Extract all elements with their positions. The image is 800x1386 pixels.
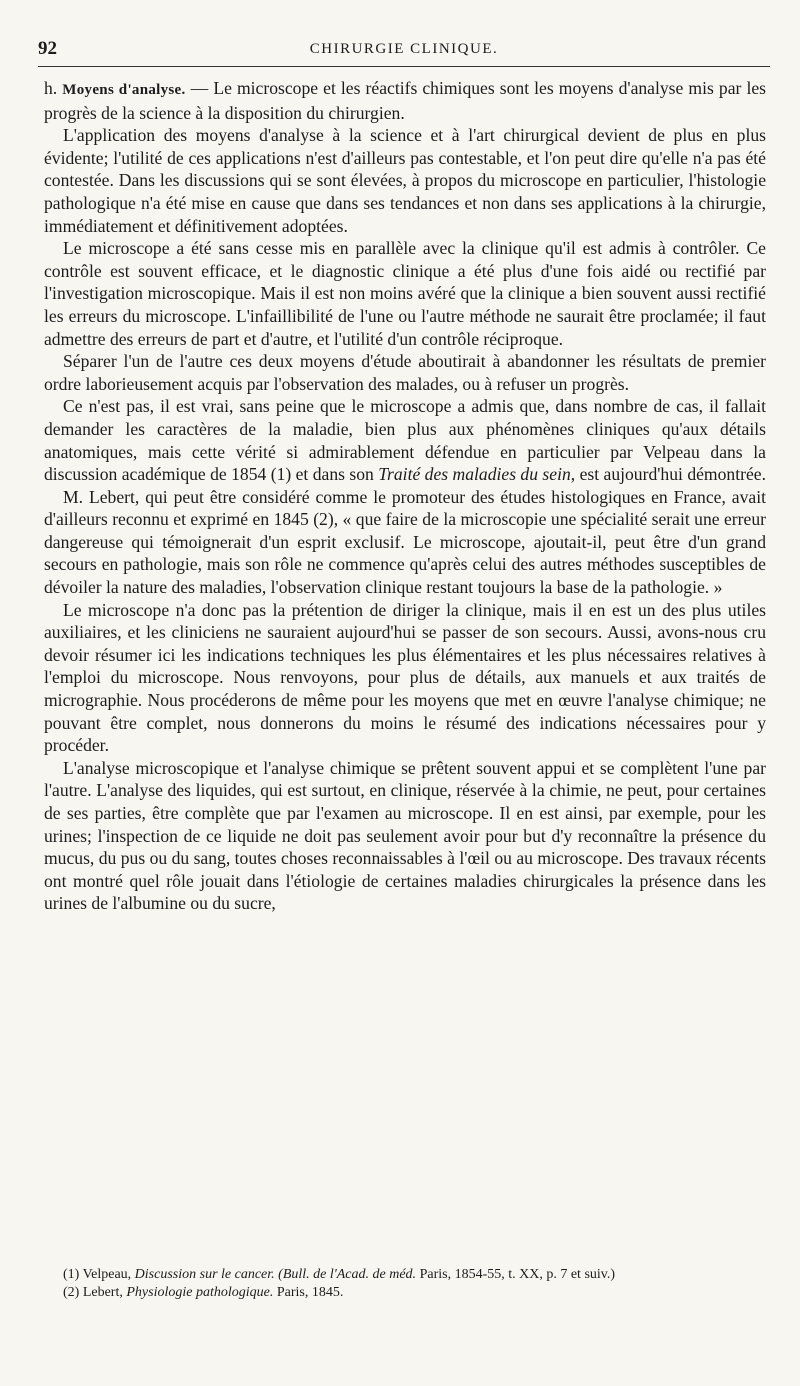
footnote-2-rest: Paris, 1845.	[273, 1285, 344, 1300]
footnote-1-rest: Paris, 1854-55, t. XX, p. 7 et suiv.)	[416, 1267, 616, 1282]
footnote-1-marker: (1) Velpeau,	[63, 1267, 135, 1282]
page-number: 92	[38, 38, 57, 59]
paragraph: Le microscope n'a donc pas la prétention de diriger la clinique, mais il en est un des plus utiles auxiliaires, et les cliniciens ne sauraient aujourd'hui se passer de son secours. Aussi, avons-nous cru devoir résumer ici les indications techniques les plus élémentaires et les plus nécessaires relatives à l'emploi du microscope. Nous renvoyons, pour plus de détails, aux manuels et aux traités de micrographie. Nous procéderons de même pour les moyens que met en œuvre l'analyse chimique; ne pouvant être complet, nous donnerons du moins le résumé des indications nécessaires pour y procéder.	[44, 599, 766, 756]
footnote-2-marker: (2) Lebert,	[63, 1285, 127, 1300]
velpeau-book-title: Traité des maladies du sein	[378, 464, 571, 485]
section-intro: Le microscope et les réactifs chimiques sont les moyens d'analyse mis par les progrès de la science à la disposition du chirurgien.	[44, 78, 766, 123]
section-paragraph	[44, 77, 766, 124]
section-dash: —	[185, 78, 214, 98]
velpeau-text-part1: Ce n'est pas, il est vrai, sans peine que le microscope a admis que, dans nombre de cas, il fallait demander les caractères de la maladie, bien plus aux phénomènes cliniques qu'aux détails anatomiques, mais cette vérité si admirablement défendue en particulier par Velpeau dans la discussion académique de 1854 (1) et dans son	[44, 396, 766, 485]
section-heading: Moyens d'analyse.	[62, 82, 186, 98]
paragraph	[44, 395, 766, 485]
section-label: h.	[44, 78, 58, 98]
velpeau-text-part2: , est aujourd'hui démontrée.	[570, 464, 766, 485]
footnotes	[44, 1266, 766, 1302]
paragraph: M. Lebert, qui peut être considéré comme le promoteur des études histologiques en France, avait d'ailleurs reconnu et exprimé en 1845 (2), « que faire de la microscopie une spécialité serait une erreur dangereuse qui témoignerait d'un esprit exclusif. Le microscope, ajoutait-il, peut être d'un grand secours en pathologie, mais son rôle ne commence qu'après celui des autres méthodes susceptibles de dévoiler la nature des maladies, l'observation clinique restant toujours la base de la pathologie. »	[44, 486, 766, 598]
paragraph: L'analyse microscopique et l'analyse chimique se prêtent souvent appui et se complètent l'une par l'autre. L'analyse des liquides, qui est surtout, en clinique, réservée à la chimie, ne peut, pour certaines de ses parties, être complète que par l'examen au microscope. Il en est ainsi, par exemple, pour les urines; l'inspection de ce liquide ne doit pas seulement avoir pour but d'y reconnaître la présence du mucus, du pus ou du sang, toutes choses reconnaissables à l'œil ou au microscope. Des travaux récents ont montré quel rôle jouait dans l'étiologie de certaines maladies chirurgicales la présence dans les urines de l'albumine ou du sucre,	[44, 757, 766, 914]
footnote-2	[44, 1284, 766, 1302]
paragraph: Le microscope a été sans cesse mis en parallèle avec la clinique qu'il est admis à contrôler. Ce contrôle est souvent efficace, et le diagnostic clinique a été plus d'une fois aidé ou rectifié par l'investigation microscopique. Mais il est non moins avéré que la clinique a bien souvent aussi rectifié les erreurs du microscope. L'infaillibilité de l'une ou l'autre méthode ne saurait être proclamée; il faut admettre des erreurs de part et d'autre, et l'utilité d'un contrôle réciproque.	[44, 238, 766, 349]
footnote-1	[44, 1266, 766, 1284]
body-text	[44, 77, 766, 915]
footnote-1-title: Discussion sur le cancer. (Bull. de l'Acad. de méd.	[134, 1267, 417, 1282]
running-title: CHIRURGIE CLINIQUE.	[309, 41, 499, 57]
paragraph: Séparer l'un de l'autre ces deux moyens d'étude aboutirait à abandonner les résultats de premier ordre laborieusement acquis par l'observation des malades, ou à refuser un progrès.	[44, 351, 766, 394]
paragraph: L'application des moyens d'analyse à la science et à l'art chirurgical devient de plus en plus évidente; l'utilité de ces applications n'est d'ailleurs pas contestable, et l'on peut dire qu'elle n'a pas été contestée. Dans les discussions qui se sont élevées, à propos du microscope en particulier, l'histologie pathologique n'a été mise en cause que dans ses tendances et non dans ses applications à la chirurgie, immédiatement et définitivement adoptées.	[44, 125, 766, 236]
footnote-2-title: Physiologie pathologique.	[126, 1285, 274, 1300]
page-header	[38, 38, 770, 67]
